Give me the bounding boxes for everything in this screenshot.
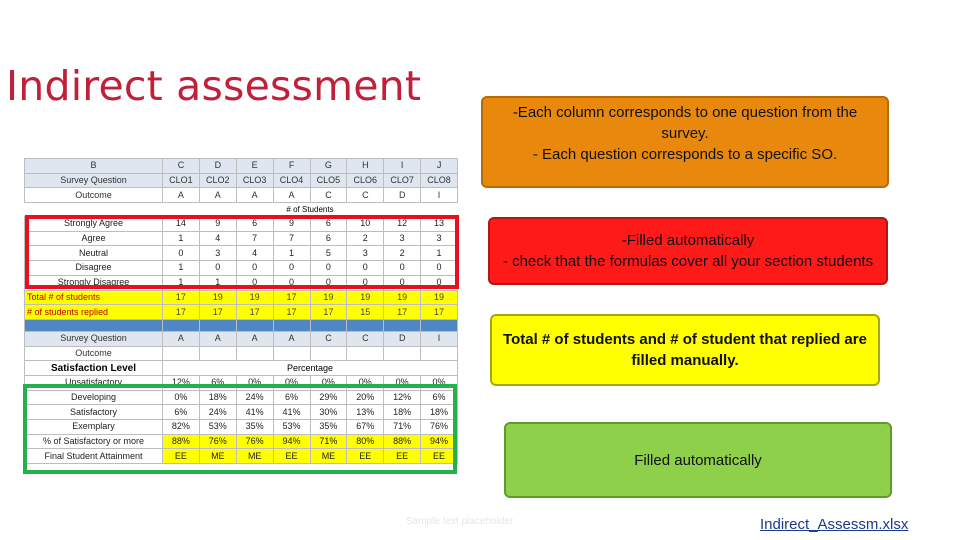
final-attainment-row-cell: EE <box>273 449 310 464</box>
likert-row-cell: 0 <box>347 275 384 290</box>
satisfaction-row-cell: 0% <box>347 375 384 390</box>
students-replied-row-cell: 17 <box>163 305 200 320</box>
num-students-caption: # of Students <box>286 205 334 215</box>
satisfaction-row-cell: 35% <box>310 420 347 435</box>
red-highlight-box <box>25 215 459 289</box>
likert-row-cell: 0 <box>310 275 347 290</box>
survey-question-row-2-cell: A <box>236 331 273 346</box>
likert-row-cell: 12 <box>384 217 421 232</box>
likert-row-label: Neutral <box>25 246 163 261</box>
outcome-row-label: Outcome <box>25 188 163 203</box>
outcome-row-cell: A <box>273 188 310 203</box>
satisfaction-row-label: Exemplary <box>25 420 163 435</box>
satisfaction-row-cell: 18% <box>199 390 236 405</box>
survey-question-row-cell: CLO2 <box>199 173 236 188</box>
outcome-row-cell: A <box>163 188 200 203</box>
satisfactory-or-more-row-cell: 94% <box>421 434 458 449</box>
students-replied-row-cell: 17 <box>273 305 310 320</box>
satisfaction-row-cell: 76% <box>421 420 458 435</box>
satisfaction-row-cell: 53% <box>273 420 310 435</box>
likert-row-cell: 6 <box>236 217 273 232</box>
satisfaction-row-cell: 0% <box>384 375 421 390</box>
satisfaction-row-cell: 6% <box>421 390 458 405</box>
satisfaction-row-cell: 0% <box>310 375 347 390</box>
likert-row-cell: 6 <box>310 217 347 232</box>
satisfaction-row-cell: 18% <box>421 405 458 420</box>
satisfaction-row-cell: 29% <box>310 390 347 405</box>
outcome-row-cell: A <box>236 188 273 203</box>
note-green <box>504 422 892 498</box>
likert-row-cell: 1 <box>163 231 200 246</box>
survey-question-row-2-cell: I <box>421 331 458 346</box>
likert-row-cell: 3 <box>421 231 458 246</box>
footer-faint-text: Sample text placeholder <box>406 516 514 527</box>
likert-row-cell: 5 <box>310 246 347 261</box>
note-yellow-text: Total # of students and # of student that replied are filled manually. <box>503 331 867 369</box>
total-students-row-cell: 17 <box>163 290 200 305</box>
satisfaction-row-cell: 53% <box>199 420 236 435</box>
outcome-row-2-cell <box>421 346 458 361</box>
survey-question-row-cell: CLO5 <box>310 173 347 188</box>
blue-cell <box>163 319 200 331</box>
column-letter: G <box>310 159 347 174</box>
final-attainment-row-cell: EE <box>421 449 458 464</box>
outcome-row-cell: A <box>199 188 236 203</box>
likert-row-cell: 0 <box>163 246 200 261</box>
likert-row-label: Strongly Disagree <box>25 275 163 290</box>
likert-row-label: Disagree <box>25 261 163 276</box>
satisfaction-row-cell: 24% <box>199 405 236 420</box>
likert-row-cell: 2 <box>347 231 384 246</box>
likert-row-cell: 3 <box>347 246 384 261</box>
survey-question-row-2-cell: C <box>347 331 384 346</box>
satisfaction-row-cell: 82% <box>163 420 200 435</box>
total-students-row-cell: 19 <box>421 290 458 305</box>
survey-question-row-cell: CLO4 <box>273 173 310 188</box>
final-attainment-row-cell: ME <box>199 449 236 464</box>
satisfaction-row-cell: 20% <box>347 390 384 405</box>
blue-cell <box>347 319 384 331</box>
students-replied-row <box>25 305 458 320</box>
final-attainment-row-cell: ME <box>236 449 273 464</box>
likert-row-cell: 13 <box>421 217 458 232</box>
satisfaction-row-cell: 6% <box>163 405 200 420</box>
likert-row-label: Agree <box>25 231 163 246</box>
satisfactory-or-more-row-cell: 88% <box>163 434 200 449</box>
students-replied-row-cell: 17 <box>310 305 347 320</box>
survey-question-row-2-cell: C <box>310 331 347 346</box>
satisfaction-row-cell: 0% <box>273 375 310 390</box>
likert-row-cell: 10 <box>347 217 384 232</box>
note-orange <box>481 96 889 188</box>
final-attainment-row-cell: EE <box>347 449 384 464</box>
satisfaction-row-cell: 0% <box>421 375 458 390</box>
likert-row-cell: 6 <box>310 231 347 246</box>
satisfaction-level-row <box>25 361 458 376</box>
satisfaction-row-cell: 41% <box>273 405 310 420</box>
final-attainment-row-cell: EE <box>163 449 200 464</box>
blue-cell <box>25 319 163 331</box>
slide-title: Indirect assessment <box>6 62 422 110</box>
satisfaction-row-cell: 13% <box>347 405 384 420</box>
outcome-row-2-cell <box>310 346 347 361</box>
total-students-row-cell: 19 <box>384 290 421 305</box>
satisfaction-row-cell: 12% <box>163 375 200 390</box>
likert-row-cell: 0 <box>347 261 384 276</box>
satisfaction-row-label: Satisfactory <box>25 405 163 420</box>
column-header-row <box>25 159 458 174</box>
likert-row-cell: 0 <box>273 261 310 276</box>
outcome-row-cell: I <box>421 188 458 203</box>
note-green-text: Filled automatically <box>634 451 762 469</box>
students-replied-row-label: # of students replied <box>25 305 163 320</box>
satisfactory-or-more-row-cell: 76% <box>236 434 273 449</box>
blue-cell <box>421 319 458 331</box>
total-students-row <box>25 290 458 305</box>
note-red-line-2: - check that the formulas cover all your section students <box>502 253 874 270</box>
outcome-row-2-cell <box>163 346 200 361</box>
satisfaction-row-cell: 30% <box>310 405 347 420</box>
likert-row-cell: 0 <box>310 261 347 276</box>
likert-row-cell: 9 <box>199 217 236 232</box>
satisfaction-row-cell: 6% <box>199 375 236 390</box>
outcome-row-cell: C <box>347 188 384 203</box>
likert-row-cell: 1 <box>163 275 200 290</box>
column-letter: F <box>273 159 310 174</box>
likert-row-cell: 7 <box>273 231 310 246</box>
outcome-row-2 <box>25 346 458 361</box>
satisfaction-row-cell: 0% <box>236 375 273 390</box>
note-orange-line-1: -Each column corresponds to one question from the survey. <box>512 104 858 142</box>
survey-question-row-2-cell: A <box>163 331 200 346</box>
blue-cell <box>199 319 236 331</box>
blue-separator-row <box>25 319 458 331</box>
likert-row-cell: 4 <box>236 246 273 261</box>
satisfactory-or-more-row-cell: 94% <box>273 434 310 449</box>
survey-question-row <box>25 173 458 188</box>
satisfaction-row-cell: 24% <box>236 390 273 405</box>
likert-row-cell: 2 <box>384 246 421 261</box>
total-students-row-cell: 17 <box>273 290 310 305</box>
outcome-row-2-cell <box>347 346 384 361</box>
likert-row-cell: 0 <box>199 261 236 276</box>
final-attainment-row-cell: EE <box>384 449 421 464</box>
likert-row-cell: 9 <box>273 217 310 232</box>
likert-row-cell: 1 <box>199 275 236 290</box>
likert-row-cell: 1 <box>421 246 458 261</box>
total-students-row-cell: 19 <box>347 290 384 305</box>
satisfaction-row-cell: 18% <box>384 405 421 420</box>
likert-row-cell: 0 <box>384 275 421 290</box>
students-replied-row-cell: 17 <box>199 305 236 320</box>
outcome-row-cell: D <box>384 188 421 203</box>
survey-question-row-label: Survey Question <box>25 173 163 188</box>
satisfaction-row-label: Developing <box>25 390 163 405</box>
likert-row-cell: 0 <box>236 275 273 290</box>
percentage-label: Percentage <box>163 361 458 376</box>
satisfaction-row-cell: 71% <box>384 420 421 435</box>
blue-cell <box>384 319 421 331</box>
satisfaction-row-cell: 12% <box>384 390 421 405</box>
survey-question-row-2-label: Survey Question <box>25 331 163 346</box>
likert-row-cell: 3 <box>199 246 236 261</box>
likert-row-cell: 14 <box>163 217 200 232</box>
students-replied-row-cell: 17 <box>384 305 421 320</box>
satisfactory-or-more-row-cell: 80% <box>347 434 384 449</box>
likert-row-cell: 4 <box>199 231 236 246</box>
students-replied-row-cell: 17 <box>421 305 458 320</box>
final-attainment-row-cell: ME <box>310 449 347 464</box>
survey-question-row-cell: CLO3 <box>236 173 273 188</box>
note-red-line-1: -Filled automatically <box>621 232 755 249</box>
survey-question-row-cell: CLO8 <box>421 173 458 188</box>
note-red <box>488 217 888 285</box>
final-attainment-row-label: Final Student Attainment <box>25 449 163 464</box>
likert-row-cell: 0 <box>421 275 458 290</box>
column-letter: H <box>347 159 384 174</box>
likert-row-cell: 1 <box>273 246 310 261</box>
satisfaction-row-cell: 41% <box>236 405 273 420</box>
likert-row-cell: 0 <box>273 275 310 290</box>
likert-row-cell: 0 <box>421 261 458 276</box>
column-letter: E <box>236 159 273 174</box>
total-students-row-cell: 19 <box>310 290 347 305</box>
total-students-row-cell: 19 <box>199 290 236 305</box>
outcome-row-2-cell <box>199 346 236 361</box>
note-yellow <box>490 314 880 386</box>
excel-file-link[interactable]: Indirect_Assessm.xlsx <box>760 516 909 533</box>
outcome-row-2-label: Outcome <box>25 346 163 361</box>
satisfaction-row-cell: 67% <box>347 420 384 435</box>
satisfaction-row-cell: 35% <box>236 420 273 435</box>
outcome-row-cell: C <box>310 188 347 203</box>
outcome-row-2-cell <box>236 346 273 361</box>
satisfaction-level-label: Satisfaction Level <box>25 361 163 376</box>
note-orange-line-2: - Each question corresponds to a specific SO. <box>532 146 838 163</box>
outcome-row-2-cell <box>384 346 421 361</box>
likert-row-cell: 0 <box>384 261 421 276</box>
survey-question-row-2 <box>25 331 458 346</box>
likert-row-cell: 7 <box>236 231 273 246</box>
column-letter: C <box>163 159 200 174</box>
satisfaction-row-cell: 0% <box>163 390 200 405</box>
total-students-row-cell: 19 <box>236 290 273 305</box>
likert-row-cell: 0 <box>236 261 273 276</box>
green-highlight-box <box>23 384 457 474</box>
survey-question-row-2-cell: D <box>384 331 421 346</box>
likert-row-cell: 1 <box>163 261 200 276</box>
total-students-row-label: Total # of students <box>25 290 163 305</box>
blue-cell <box>310 319 347 331</box>
students-replied-row-cell: 15 <box>347 305 384 320</box>
satisfaction-row-cell: 6% <box>273 390 310 405</box>
column-letter: I <box>384 159 421 174</box>
likert-row-label: Strongly Agree <box>25 217 163 232</box>
blue-cell <box>236 319 273 331</box>
column-letter: J <box>421 159 458 174</box>
satisfactory-or-more-row-cell: 88% <box>384 434 421 449</box>
survey-question-row-2-cell: A <box>199 331 236 346</box>
column-letter: B <box>25 159 163 174</box>
outcome-row <box>25 188 458 203</box>
survey-question-row-cell: CLO7 <box>384 173 421 188</box>
satisfaction-row-label: Unsatisfactory <box>25 375 163 390</box>
outcome-row-2-cell <box>273 346 310 361</box>
blue-cell <box>273 319 310 331</box>
survey-question-row-2-cell: A <box>273 331 310 346</box>
satisfactory-or-more-row-cell: 76% <box>199 434 236 449</box>
column-letter: D <box>199 159 236 174</box>
satisfactory-or-more-row-cell: 71% <box>310 434 347 449</box>
satisfactory-or-more-row-label: % of Satisfactory or more <box>25 434 163 449</box>
likert-row-cell: 3 <box>384 231 421 246</box>
survey-question-row-cell: CLO1 <box>163 173 200 188</box>
survey-question-row-cell: CLO6 <box>347 173 384 188</box>
students-replied-row-cell: 17 <box>236 305 273 320</box>
